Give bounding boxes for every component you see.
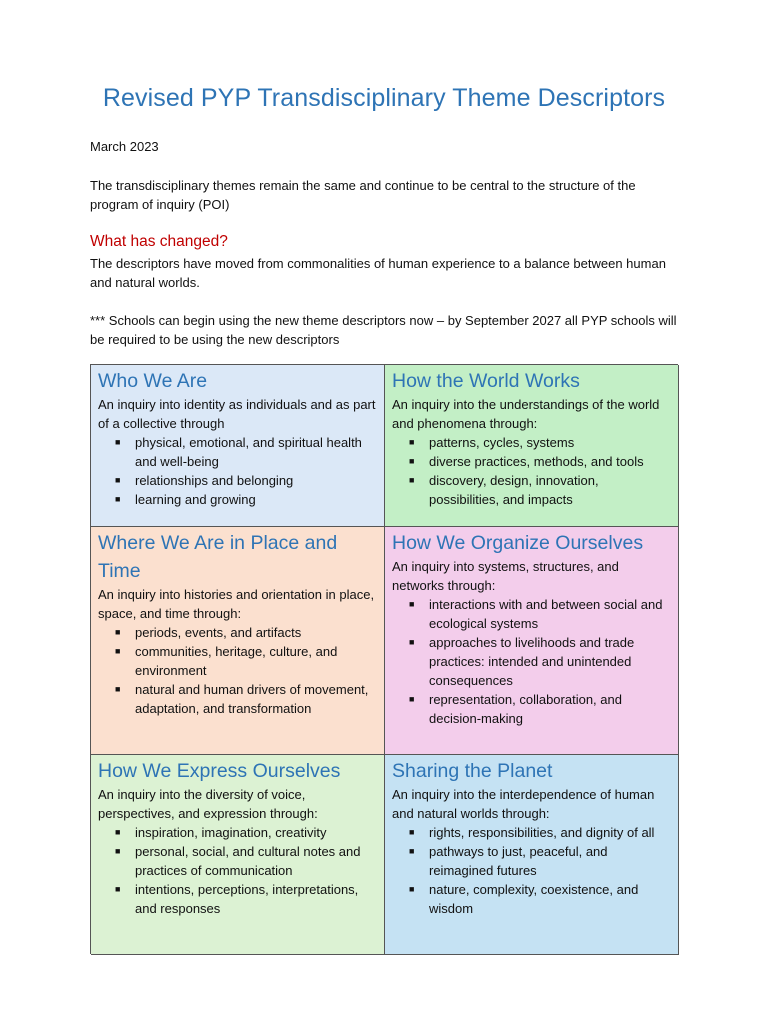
bullet-icon: ■	[115, 646, 121, 656]
list-item: ■ periods, events, and artifacts	[115, 625, 302, 640]
document-date: March 2023	[90, 139, 159, 154]
theme-title: Where We Are in Place and Time	[98, 532, 338, 582]
list-item: ■ intentions, perceptions, interpretations, and responses	[115, 882, 359, 916]
list-item: ■ personal, social, and cultural notes and practices of communication	[115, 844, 361, 878]
theme-list	[98, 823, 376, 918]
list-item: ■ approaches to livelihoods and trade practices: intended and unintended consequences	[409, 635, 635, 688]
theme-cell-sharing-the-planet	[385, 755, 679, 955]
theme-cell-who-we-are	[91, 365, 385, 527]
list-item: ■ rights, responsibilities, and dignity of all	[409, 825, 655, 840]
bullet-icon: ■	[409, 475, 415, 485]
theme-intro: An inquiry into the diversity of voice, perspectives, and expression through:	[98, 787, 318, 821]
list-item: ■ patterns, cycles, systems	[409, 435, 575, 450]
theme-title: How the World Works	[392, 370, 580, 392]
bullet-icon: ■	[409, 827, 415, 837]
theme-cell-how-we-organize	[385, 527, 679, 755]
theme-list	[392, 595, 670, 728]
theme-list	[392, 433, 670, 509]
bullet-icon: ■	[115, 827, 121, 837]
list-item: ■ interactions with and between social and ecological systems	[409, 597, 663, 631]
list-item: ■ inspiration, imagination, creativity	[115, 825, 327, 840]
bullet-icon: ■	[409, 437, 415, 447]
changed-paragraph: The descriptors have moved from commonalities of human experience to a balance between human and natural worlds.	[90, 256, 666, 290]
theme-title: How We Organize Ourselves	[392, 532, 644, 554]
list-item: ■ natural and human drivers of movement, adaptation, and transformation	[115, 682, 369, 716]
intro-paragraph: The transdisciplinary themes remain the same and continue to be central to the structure of the program of inquiry (POI)	[90, 178, 636, 212]
theme-title: How We Express Ourselves	[98, 760, 341, 782]
bullet-icon: ■	[409, 456, 415, 466]
list-item: ■ learning and growing	[115, 492, 256, 507]
theme-list	[392, 823, 670, 918]
list-item: ■ communities, heritage, culture, and environment	[115, 644, 338, 678]
theme-intro: An inquiry into the understandings of the world and phenomena through:	[392, 397, 660, 431]
theme-list	[98, 433, 376, 509]
theme-title: Sharing the Planet	[392, 760, 553, 782]
theme-intro: An inquiry into identity as individuals and as part of a collective through	[98, 397, 376, 431]
bullet-icon: ■	[409, 599, 415, 609]
theme-title: Who We Are	[98, 370, 208, 392]
bullet-icon: ■	[115, 494, 121, 504]
page-title: Revised PYP Transdisciplinary Theme Descriptors	[102, 84, 666, 112]
changed-heading: What has changed?	[90, 233, 228, 250]
themes-table	[90, 364, 678, 954]
list-item: ■ representation, collaboration, and decision-making	[409, 692, 622, 726]
list-item: ■ discovery, design, innovation, possibilities, and impacts	[409, 473, 599, 507]
theme-intro: An inquiry into systems, structures, and networks through:	[392, 559, 619, 593]
theme-cell-how-we-express	[91, 755, 385, 955]
list-item: ■ physical, emotional, and spiritual health and well-being	[115, 435, 362, 469]
bullet-icon: ■	[115, 627, 121, 637]
list-item: ■ nature, complexity, coexistence, and wisdom	[409, 882, 639, 916]
bullet-icon: ■	[115, 437, 121, 447]
theme-cell-how-the-world-works	[385, 365, 679, 527]
bullet-icon: ■	[409, 694, 415, 704]
bullet-icon: ■	[409, 884, 415, 894]
schools-note: *** Schools can begin using the new theme descriptors now – by September 2027 all PYP schools will be required to be using the new descriptors	[90, 313, 677, 347]
bullet-icon: ■	[115, 684, 121, 694]
bullet-icon: ■	[409, 637, 415, 647]
bullet-icon: ■	[115, 884, 121, 894]
list-item: ■ relationships and belonging	[115, 473, 294, 488]
bullet-icon: ■	[115, 846, 121, 856]
theme-intro: An inquiry into histories and orientation in place, space, and time through:	[98, 587, 375, 621]
theme-intro: An inquiry into the interdependence of human and natural worlds through:	[392, 787, 655, 821]
bullet-icon: ■	[409, 846, 415, 856]
list-item: ■ diverse practices, methods, and tools	[409, 454, 644, 469]
list-item: ■ pathways to just, peaceful, and reimagined futures	[409, 844, 608, 878]
bullet-icon: ■	[115, 475, 121, 485]
theme-cell-where-we-are	[91, 527, 385, 755]
theme-list	[98, 623, 376, 718]
